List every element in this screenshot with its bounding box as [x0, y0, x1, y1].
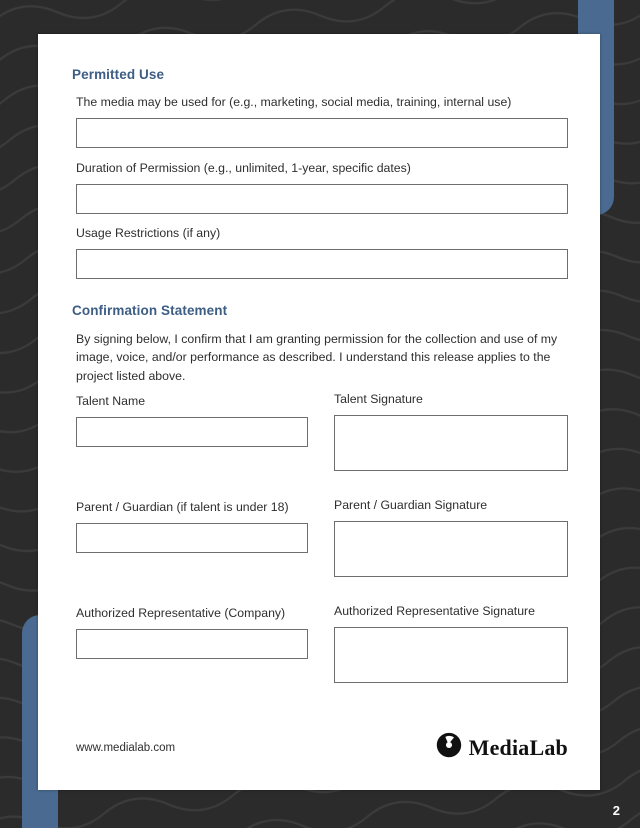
input-usage-restrictions[interactable] [76, 249, 568, 279]
page-number: 2 [612, 803, 620, 818]
footer-website-url[interactable]: www.medialab.com [76, 742, 176, 754]
brand-logo [436, 732, 568, 763]
section-heading-permitted-use: Permitted Use [72, 67, 165, 82]
label-authorized-representative: Authorized Representative (Company) [76, 606, 286, 620]
confirmation-statement-body: By signing below, I confirm that I am granting permission for the collection and use of my image, voice, and/or performance as described. I understand this release applies to the project listed above. [76, 332, 558, 383]
brand-name-text: MediaLab [468, 734, 568, 760]
label-usage-restrictions: Usage Restrictions (if any) [76, 226, 221, 240]
label-talent-name: Talent Name [76, 394, 146, 408]
input-media-may-be-used-for[interactable] [76, 118, 568, 148]
label-authorized-representative-signature: Authorized Representative Signature [334, 604, 535, 618]
label-media-may-be-used-for: The media may be used for (e.g., marketing, social media, training, internal use) [76, 95, 512, 109]
input-authorized-representative[interactable] [76, 629, 308, 659]
input-duration-of-permission[interactable] [76, 184, 568, 214]
input-parent-guardian-signature[interactable] [334, 521, 568, 577]
card-content-area [72, 34, 568, 790]
label-parent-guardian: Parent / Guardian (if talent is under 18) [76, 500, 289, 514]
section-heading-confirmation-statement: Confirmation Statement [72, 303, 228, 318]
input-talent-signature[interactable] [334, 415, 568, 471]
input-parent-guardian[interactable] [76, 523, 308, 553]
label-parent-guardian-signature: Parent / Guardian Signature [334, 498, 488, 512]
input-authorized-representative-signature[interactable] [334, 627, 568, 683]
content-card [38, 34, 600, 790]
camera-aperture-icon [436, 732, 462, 763]
label-duration-of-permission: Duration of Permission (e.g., unlimited, 1-year, specific dates) [76, 161, 411, 175]
label-talent-signature: Talent Signature [334, 392, 423, 406]
input-talent-name[interactable] [76, 417, 308, 447]
